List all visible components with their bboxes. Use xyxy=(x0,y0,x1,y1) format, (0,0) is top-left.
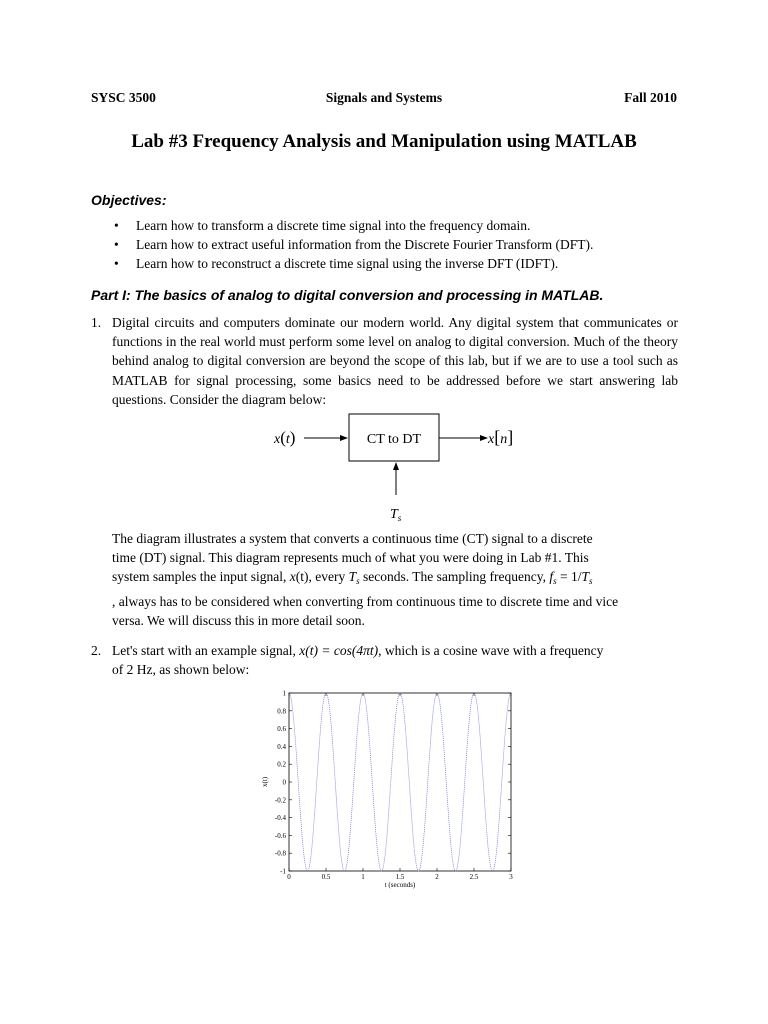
y-axis-label: x(t) xyxy=(261,776,269,788)
x-tick-label: 2 xyxy=(435,873,439,881)
x-axis-label: t (seconds) xyxy=(384,881,416,889)
item-number: 1. xyxy=(91,315,102,330)
y-tick-label: 0 xyxy=(282,778,286,787)
y-tick-label: 0.8 xyxy=(277,707,286,716)
x-tick-label: 1.5 xyxy=(395,873,405,881)
y-tick-label: 0.2 xyxy=(277,760,286,769)
y-tick-label: -0.2 xyxy=(274,796,286,805)
objective-text: Learn how to extract useful information from the Discrete Fourier Transform (DFT). xyxy=(136,237,594,252)
y-tick-label: -0.4 xyxy=(274,814,286,823)
plot-axes-box xyxy=(289,693,511,871)
sampling-period-label: $T_s$ xyxy=(390,507,402,523)
y-tick-label: -0.8 xyxy=(274,849,286,858)
x-tick-label: 0 xyxy=(287,873,291,881)
objectives-list xyxy=(110,216,710,273)
followup-line: versa. We will discuss this in more detail soon. xyxy=(112,612,365,628)
ct-to-dt-label: CT to DT xyxy=(366,432,422,447)
objectives-heading: Objectives: xyxy=(91,192,167,208)
y-tick-label: -1 xyxy=(280,867,286,876)
x-tick-label: 2.5 xyxy=(469,873,479,881)
y-tick-label: 0.4 xyxy=(277,742,286,751)
followup-line: , always has to be considered when converting from continuous time to discrete time and vice xyxy=(112,593,619,609)
y-tick-label: -0.6 xyxy=(274,831,286,840)
bullet-icon: • xyxy=(114,237,119,252)
x-tick-label: 0.5 xyxy=(321,873,331,881)
page-header xyxy=(91,90,677,108)
page-title: Lab #3 Frequency Analysis and Manipulation using MATLAB xyxy=(131,131,637,152)
bullet-icon: • xyxy=(114,256,119,271)
x-tick-label: 3 xyxy=(509,873,513,881)
course-subject: Signals and Systems xyxy=(325,90,443,105)
followup-line: The diagram illustrates a system that converts a continuous time (CT) signal to a discrete xyxy=(112,531,593,546)
y-tick-label: 1 xyxy=(282,689,286,698)
y-tick-label: 0.6 xyxy=(277,725,286,734)
objective-text: Learn how to reconstruct a discrete time signal using the inverse DFT (IDFT). xyxy=(136,256,559,271)
output-signal-label: x[n] xyxy=(488,427,514,447)
item1-followup xyxy=(112,529,678,630)
objective-text: Learn how to transform a discrete time signal into the frequency domain. xyxy=(136,218,531,233)
bullet-icon: • xyxy=(114,218,119,233)
item-number: 2. xyxy=(91,643,102,658)
part1-heading: Part I: The basics of analog to digital conversion and processing in MATLAB. xyxy=(91,287,604,303)
cosine-plot xyxy=(255,686,525,896)
item2-line: Let's start with an example signal, x(t) = cos(4πt), which is a cosine wave with a frequency xyxy=(112,643,604,658)
item2-paragraph xyxy=(112,641,678,679)
input-signal-label: x(t) xyxy=(274,428,296,447)
x-tick-label: 1 xyxy=(361,873,365,881)
cosine-formula: x(t) = cos(4πt) xyxy=(299,643,379,658)
followup-line: time (DT) signal. This diagram represents much of what you were doing in Lab #1. This xyxy=(112,550,589,566)
term: Fall 2010 xyxy=(624,90,677,105)
ct-to-dt-diagram xyxy=(260,405,530,525)
item2-line: of 2 Hz, as shown below: xyxy=(112,662,250,678)
list-item xyxy=(110,235,710,254)
followup-line: system samples the input signal, x(t), every $T_s$ seconds. The sampling frequency, $f_s = 1/T_s$ xyxy=(112,569,593,587)
item1-paragraph: Digital circuits and computers dominate our modern world. Any digital system that communicates or functions in the real world must perform some level on analog to digital conversion. Much of the theory behind analog to digital conversion are beyond the scope of this lab, but if we are to use a tool such as MATLAB for signal processing, some basics need to be addressed before we start answering lab questions. Consider the diagram below: xyxy=(112,315,678,407)
list-item xyxy=(110,254,710,273)
course-code: SYSC 3500 xyxy=(91,90,156,105)
list-item xyxy=(110,216,710,235)
